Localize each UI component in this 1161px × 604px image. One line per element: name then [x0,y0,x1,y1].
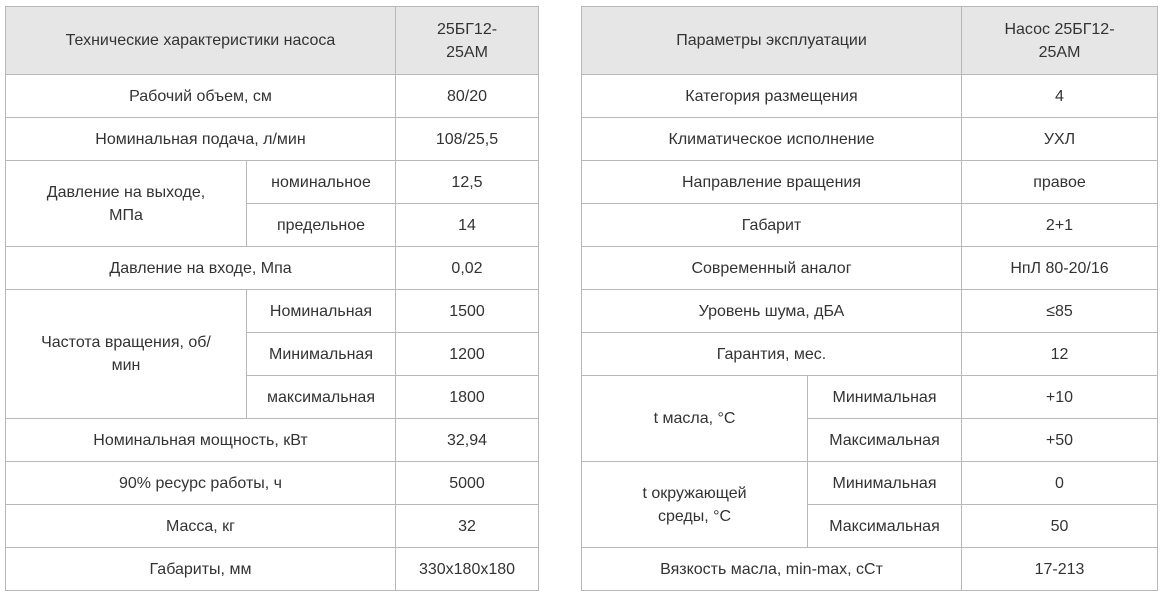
row-value: 32 [396,505,539,548]
row-label: Климатическое исполнение [582,118,962,161]
group-label: t масла, °С [582,376,808,462]
row-label: Габариты, мм [6,548,396,591]
table-row [6,419,539,462]
table-row [582,161,1158,204]
row-value: 17-213 [962,548,1158,591]
row-value: НпЛ 80-20/16 [962,247,1158,290]
table-row [582,462,1158,505]
sub-label: максимальная [247,376,396,419]
row-value: 1200 [396,333,539,376]
table-row [6,75,539,118]
row-value: 14 [396,204,539,247]
row-label: 90% ресурс работы, ч [6,462,396,505]
table-row [582,333,1158,376]
row-value: +10 [962,376,1158,419]
header-model-cell: Насос 25БГ12-25АМ [962,7,1158,75]
header-param-cell: Параметры эксплуатации [582,7,962,75]
row-label: Вязкость масла, min-max, сСт [582,548,962,591]
row-value: 5000 [396,462,539,505]
table-row [582,75,1158,118]
table-row [582,118,1158,161]
row-value: 1500 [396,290,539,333]
row-value: 0,02 [396,247,539,290]
table-row [6,161,539,204]
table-row [582,247,1158,290]
row-label: Гарантия, мес. [582,333,962,376]
row-label: Направление вращения [582,161,962,204]
row-value: 50 [962,505,1158,548]
sub-label: Минимальная [808,376,962,419]
table-row [582,548,1158,591]
table-row [6,247,539,290]
table-row [6,505,539,548]
group-label: t окружающей среды, °С [582,462,808,548]
row-label: Номинальная мощность, кВт [6,419,396,462]
row-value: 80/20 [396,75,539,118]
header-model-cell: 25БГ12-25АМ [396,7,539,75]
table-row [6,462,539,505]
sub-label: Минимальная [808,462,962,505]
row-value: 12 [962,333,1158,376]
row-value: 32,94 [396,419,539,462]
row-label: Рабочий объем, см [6,75,396,118]
table-header-row [582,7,1158,75]
row-value: 1800 [396,376,539,419]
sub-label: Максимальная [808,419,962,462]
table-row [6,548,539,591]
table-row [6,290,539,333]
row-value: 0 [962,462,1158,505]
row-value: УХЛ [962,118,1158,161]
operation-params-table [581,6,1158,591]
header-param-cell: Технические характеристики насоса [6,7,396,75]
group-label: Давление на выходе, МПа [6,161,247,247]
table-row [582,204,1158,247]
row-label: Категория размещения [582,75,962,118]
table-row [582,376,1158,419]
sub-label: предельное [247,204,396,247]
sub-label: Минимальная [247,333,396,376]
table-row [582,290,1158,333]
group-label: Частота вращения, об/мин [6,290,247,419]
row-value: 108/25,5 [396,118,539,161]
row-value: 330x180x180 [396,548,539,591]
row-label: Масса, кг [6,505,396,548]
row-value: 2+1 [962,204,1158,247]
row-value: правое [962,161,1158,204]
sub-label: Номинальная [247,290,396,333]
pump-specs-table [5,6,539,591]
row-value: ≤85 [962,290,1158,333]
row-value: 12,5 [396,161,539,204]
row-value: 4 [962,75,1158,118]
sub-label: Максимальная [808,505,962,548]
row-label: Номинальная подача, л/мин [6,118,396,161]
row-label: Уровень шума, дБА [582,290,962,333]
table-row [6,118,539,161]
table-header-row [6,7,539,75]
sub-label: номинальное [247,161,396,204]
row-value: +50 [962,419,1158,462]
row-label: Давление на входе, Мпа [6,247,396,290]
row-label: Габарит [582,204,962,247]
row-label: Современный аналог [582,247,962,290]
